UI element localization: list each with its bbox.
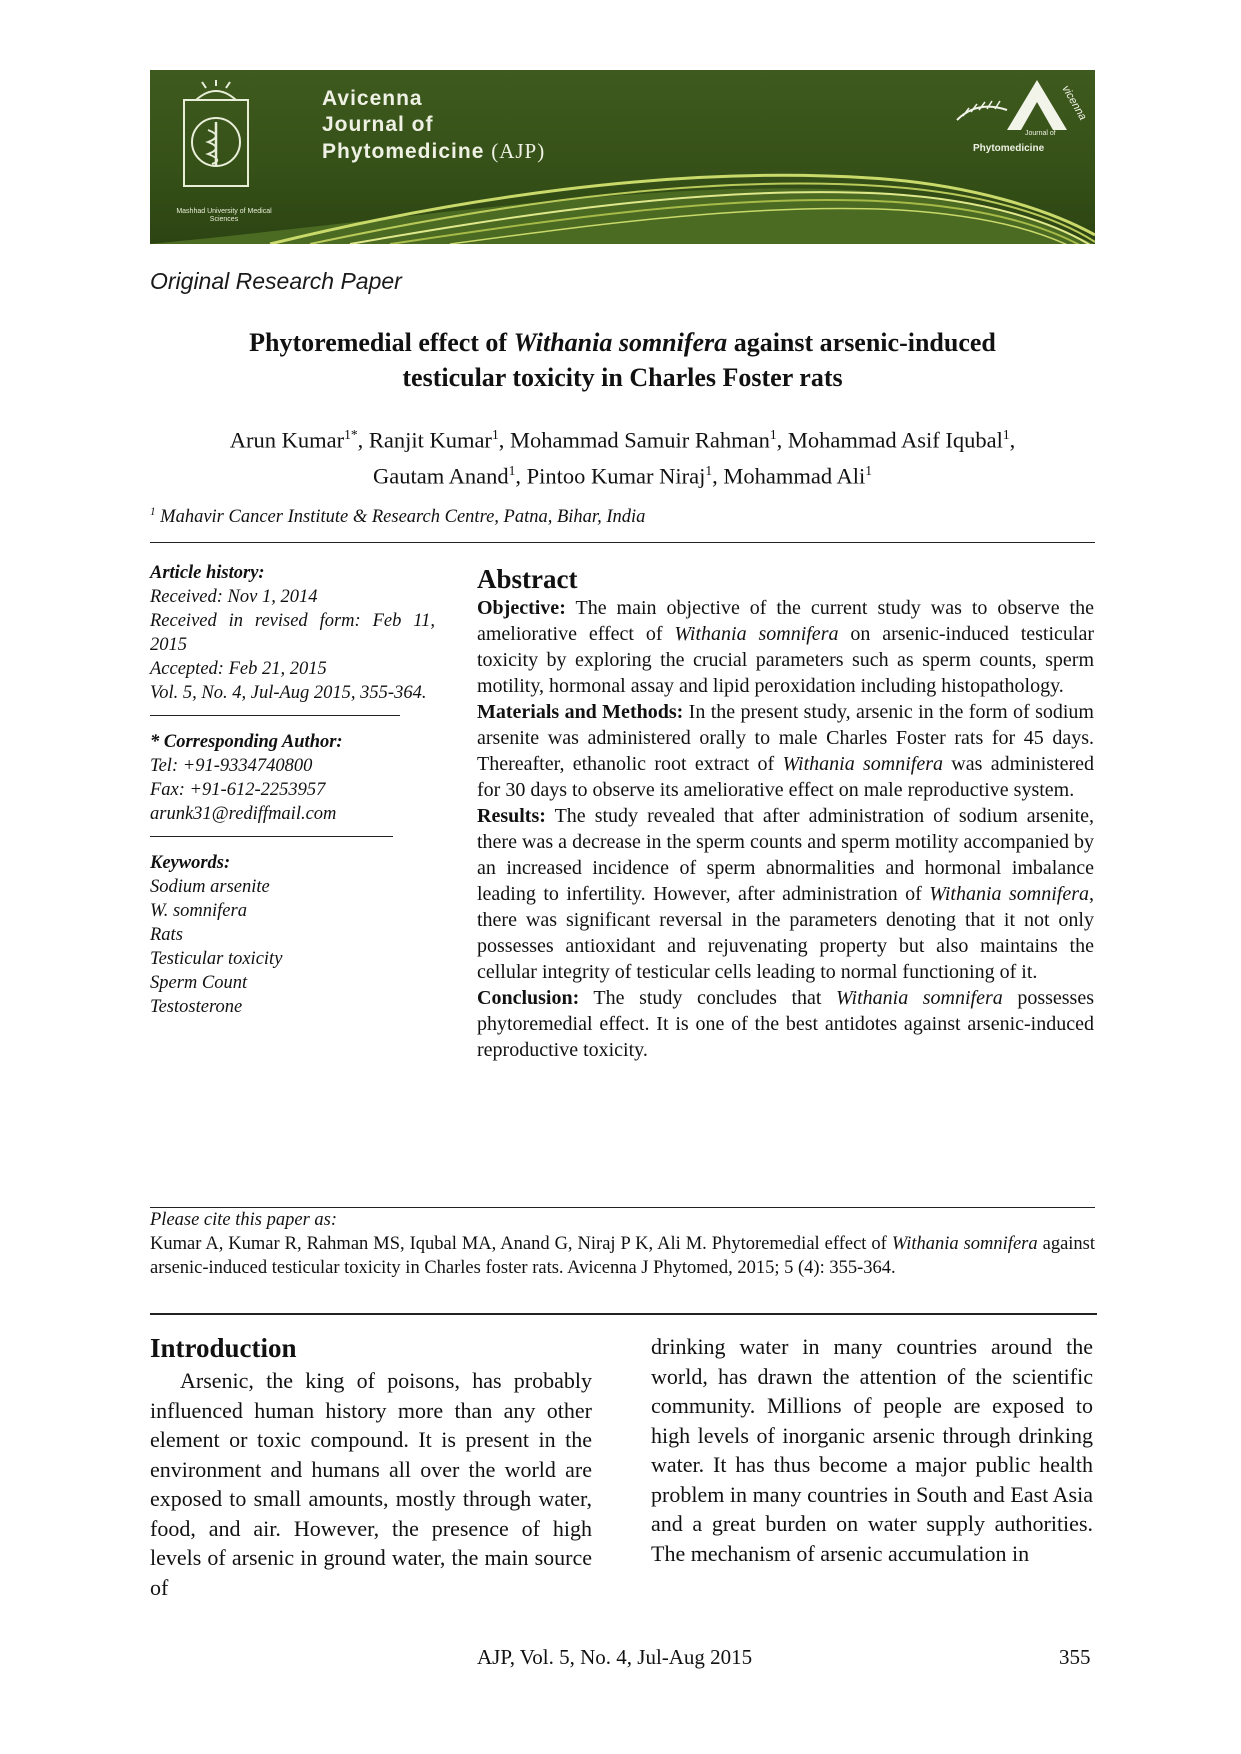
methods-text-2: was administered for 30 days to observe its ameliorative effect on male reproductive system. (477, 753, 1094, 801)
author-name: Arun Kumar (229, 427, 345, 453)
citation-block (150, 1208, 1095, 1280)
banner-abbr: (AJP) (491, 139, 546, 163)
keyword: W. somnifera (150, 901, 247, 921)
logo-main-text: Phytomedicine (973, 143, 1045, 154)
email-link[interactable]: arunk31@rediffmail.com (150, 804, 337, 824)
author-sup: 1 (865, 462, 872, 478)
paper-title (150, 325, 1095, 395)
keyword: Sodium arsenite (150, 877, 270, 897)
citation-divider-bottom (150, 1313, 1097, 1315)
sidebar-divider (150, 836, 393, 837)
keyword: Testosterone (150, 997, 243, 1017)
fax: Fax: +91-612-2253957 (150, 780, 326, 800)
results-text: The study revealed that after administration of sodium arsenite, there was a decrease in the sperm counts and sperm motility accompanied by an increased incidence of sperm abnormalities and hormonal imbalance leading to infertility. However, after administration of (477, 805, 1094, 905)
citation-species: Withania somnifera (891, 1234, 1038, 1254)
article-info-sidebar (150, 561, 435, 1019)
banner-line-1: Avicenna (322, 87, 423, 110)
title-line-2: testicular toxicity in Charles Foster rats (402, 363, 843, 392)
author-name: Mohammad Samuir Rahman (509, 427, 770, 453)
citation-text (150, 1232, 1095, 1280)
objective-label: Objective: (477, 597, 566, 619)
affiliation (150, 506, 645, 528)
methods-text: In the present study, arsenic in the form of sodium arsenite was administered orally to male Charles Foster rats for 45 days. Thereafter, ethanolic root extract of (477, 701, 1094, 775)
phone: Tel: +91-9334740800 (150, 756, 313, 776)
objective-text: The main objective of the current study was to observe the ameliorative effect of (477, 597, 1094, 645)
author-sup: 1* (344, 427, 358, 442)
abstract-objective (477, 595, 1094, 699)
results-species: Withania somnifera (929, 883, 1089, 905)
author-name: Pintoo Kumar Niraj (526, 463, 706, 488)
objective-species: Withania somnifera (674, 623, 839, 645)
title-species: Withania somnifera (513, 328, 728, 357)
history-heading: Article history: (150, 563, 265, 583)
seal-emblem-icon (166, 80, 266, 200)
affiliation-text: Mahavir Cancer Institute & Research Centre, Patna, Bihar, India (160, 507, 646, 528)
abstract-results (477, 803, 1094, 985)
citation-label: Please cite this paper as: (150, 1210, 338, 1230)
affiliation-sup: 1 (150, 506, 156, 518)
revised-date: Received in revised form: Feb 11, 2015 (150, 611, 435, 655)
citation-text-1: Kumar A, Kumar R, Rahman MS, Iqubal MA, Anand G, Niraj P K, Ali M. Phytoremedial effect of (150, 1234, 892, 1254)
title-part-1: Phytoremedial effect of (249, 328, 514, 357)
logo-small-text: Journal of (1025, 130, 1056, 137)
logo-arc-text: vicenna (1059, 83, 1087, 123)
keywords-heading: Keywords: (150, 853, 231, 873)
corresponding-heading: * Corresponding Author: (150, 732, 343, 752)
keyword: Sperm Count (150, 973, 248, 993)
accepted-date: Accepted: Feb 21, 2015 (150, 659, 327, 679)
title-part-2: against arsenic-induced (727, 328, 996, 357)
intro-paragraph: Arsenic, the king of poisons, has probably influenced human history more than any other element or toxic compound. It is present in the environment and humans all over the world are exposed to small amounts, mostly through water, food, and air. However, the presence of high levels of arsenic in ground water, the main source of (150, 1368, 592, 1600)
author-name: Mohammad Asif Iqubal (787, 427, 1003, 453)
conclusion-text-2: possesses phytoremedial effect. It is one of the best antidotes against arsenic-induced reproductive toxicity. (477, 987, 1094, 1061)
sidebar-divider (150, 715, 400, 716)
abstract-conclusion (477, 985, 1094, 1063)
header-divider (150, 542, 1095, 543)
footer-journal: AJP, Vol. 5, No. 4, Jul-Aug 2015 (477, 1645, 753, 1669)
abstract-methods (477, 699, 1094, 803)
keyword: Rats (150, 925, 183, 945)
author-sup: 1 (705, 462, 713, 478)
banner-line-2: Journal of (322, 113, 434, 136)
banner-line-3-text: Phytomedicine (322, 140, 485, 163)
conclusion-text: The study concludes that (579, 987, 836, 1009)
author-name: Gautam Anand (373, 463, 509, 488)
abstract-section (477, 563, 1094, 1063)
objective-text-2: on arsenic-induced testicular toxicity by exploring the crucial parameters such as sperm counts, sperm motility, hormonal assay and lipid peroxidation including histopathology. (477, 623, 1094, 697)
journal-logo (937, 70, 1087, 160)
author-sup: 1 (1002, 427, 1010, 442)
abstract-heading: Abstract (477, 564, 578, 594)
paper-type: Original Research Paper (150, 268, 402, 294)
author-list: Arun Kumar$^{1*}$, Ranjit Kumar$^1$, Mohammad Samuir Rahman$^1$, Mohammad Asif Iqubal$^1$, Gautam Anand$^1$, Pintoo Kumar Niraj$^1$, Mohammad Ali$^1$ (229, 427, 1016, 488)
page-number: 355 (1059, 1645, 1091, 1669)
intro-heading: Introduction (150, 1333, 297, 1363)
keyword: Testicular toxicity (150, 949, 283, 969)
methods-label: Materials and Methods: (477, 701, 684, 723)
citation-text-2: against arsenic-induced testicular toxicity in Charles foster rats. Avicenna J Phytomed, 2015; 5 (4): 355-364. (150, 1234, 1096, 1278)
banner-journal-name (322, 86, 545, 165)
seal-caption: Mashhad University of Medical Sciences (176, 208, 272, 223)
conclusion-label: Conclusion: (477, 987, 580, 1009)
methods-species: Withania somnifera (782, 753, 944, 775)
conclusion-species: Withania somnifera (836, 987, 1003, 1009)
results-label: Results: (477, 805, 546, 827)
author-name: Mohammad Ali (723, 463, 866, 488)
intro-left-column (150, 1332, 592, 1602)
university-seal (166, 80, 286, 230)
volume-info: Vol. 5, No. 4, Jul-Aug 2015, 355-364. (150, 683, 427, 703)
journal-banner (150, 70, 1095, 244)
intro-paragraph-continued: drinking water in many countries around the world, has drawn the attention of the scientific community. Millions of people are exposed to high levels of inorganic arsenic through drinking water. It has thus become a major public health problem in many countries in South and East Asia and a great burden on water supply authorities. The mechanism of arsenic accumulation in (651, 1334, 1093, 1566)
author-sup: 1 (769, 427, 777, 442)
results-text-2: , there was significant reversal in the parameters denoting that it not only possesses antioxidant and rejuvenating property but also maintains the cellular integrity of testicular cells leading to normal functioning of it. (477, 883, 1094, 983)
intro-right-column (651, 1332, 1093, 1568)
author-sup: 1 (491, 427, 499, 442)
received-date: Received: Nov 1, 2014 (150, 587, 318, 607)
author-name: Ranjit Kumar (368, 427, 492, 453)
author-sup: 1 (508, 462, 516, 478)
banner-line-3 (322, 138, 545, 165)
